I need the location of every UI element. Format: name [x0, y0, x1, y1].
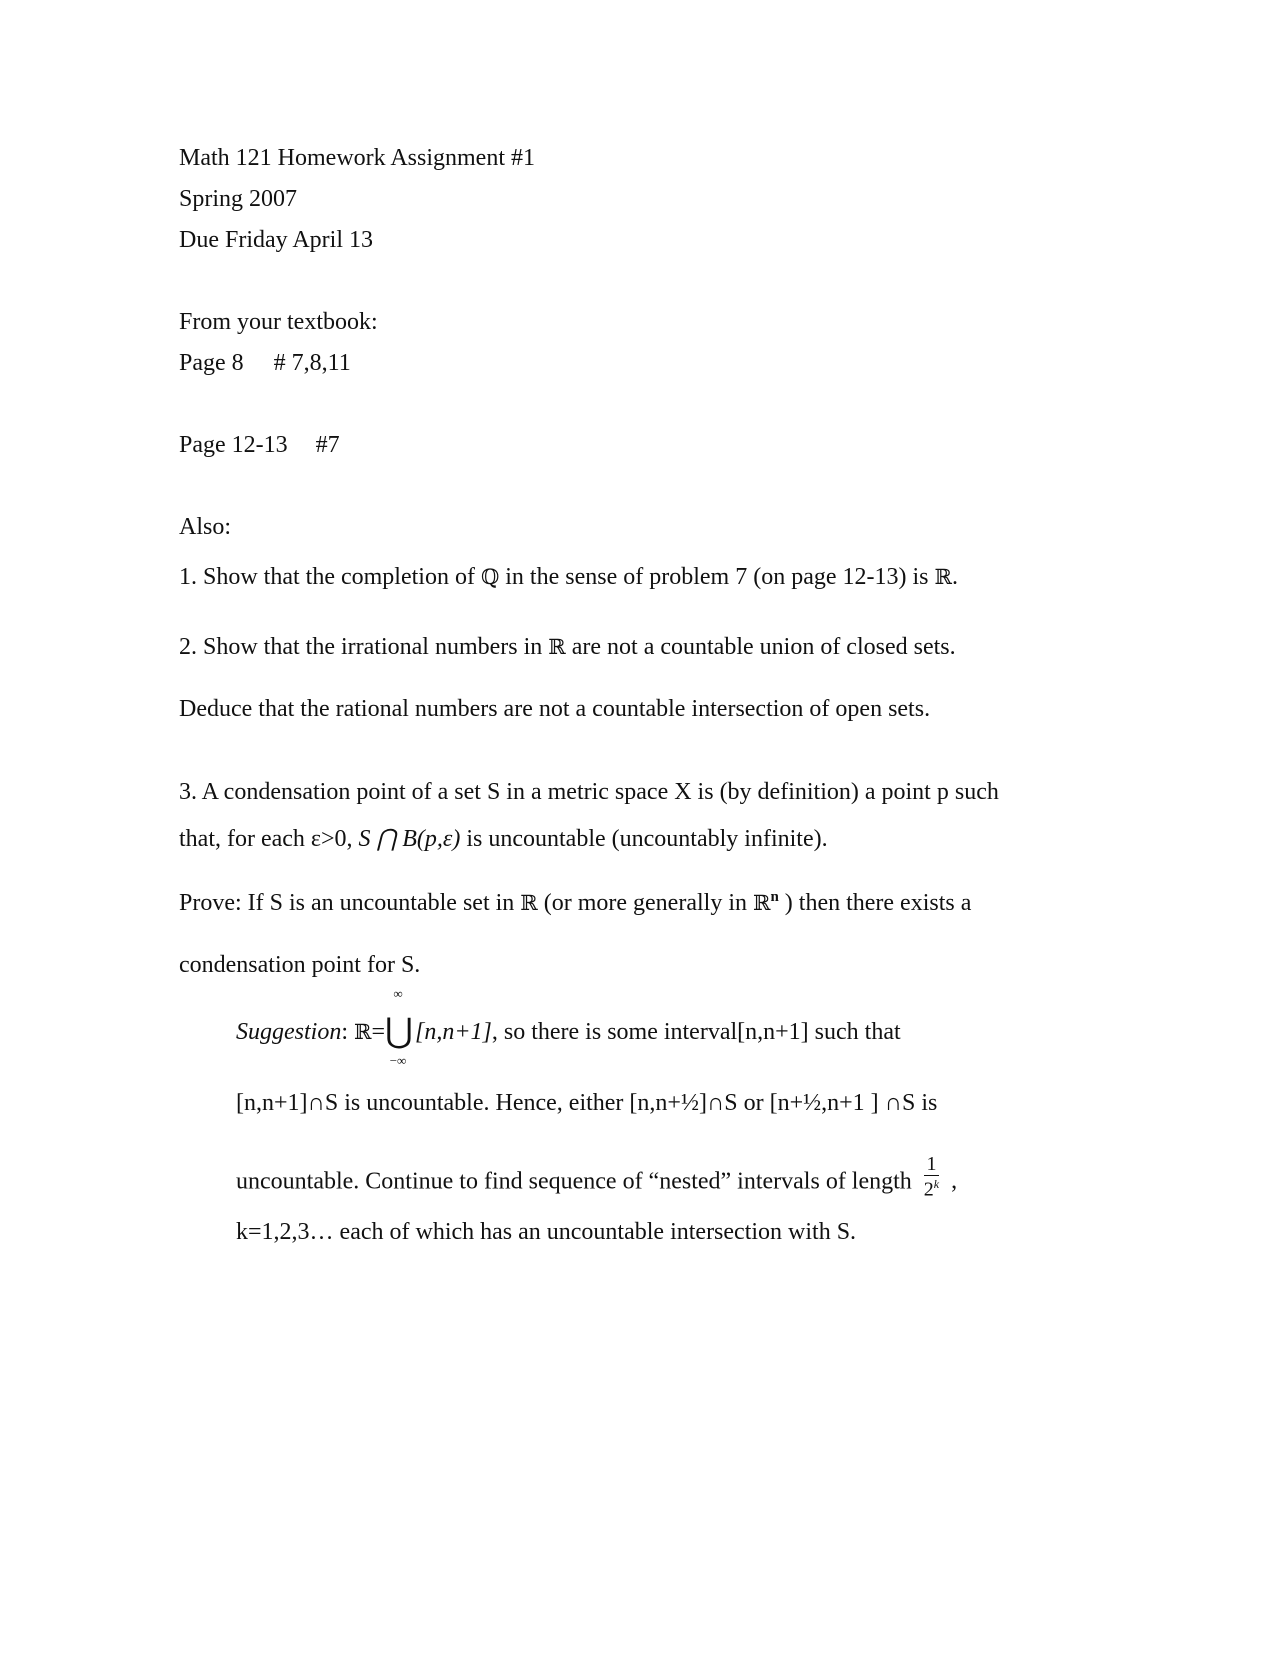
problem-1-text-b: in the sense of problem 7 (on page 12-13) is — [499, 564, 935, 590]
problem-numbers: #7 — [315, 432, 340, 458]
intersection-expression: S ⋂ B(p,ε) — [358, 826, 461, 852]
union-operator — [385, 986, 413, 1068]
problem-numbers: # 7,8,11 — [273, 350, 351, 376]
suggestion-colon: : — [341, 1019, 354, 1045]
problem-3-line-1: 3. A condensation point of a set S in a metric space X is (by definition) a point p such — [179, 779, 999, 805]
assignment-title: Math 121 Homework Assignment #1 — [179, 145, 535, 171]
dimension-superscript: n — [770, 889, 779, 905]
prove-text-b: (or more generally in — [537, 890, 753, 916]
reals-symbol: ℝ — [520, 891, 538, 915]
suggestion-line-2: [n,n+1]∩S is uncountable. Hence, either [n,n+½]∩S or [n+½,n+1 ] ∩S is — [236, 1090, 938, 1116]
fraction-numerator: 1 — [924, 1154, 939, 1176]
page-number: Page 12-13 — [179, 432, 288, 458]
problem-2-text-a: 2. Show that the irrational numbers in — [179, 634, 549, 660]
problem-2-text-b: are not a countable union of closed sets. — [565, 634, 956, 660]
textbook-intro: From your textbook: — [179, 309, 378, 335]
problem-3-line-2-a: that, for each ε>0, — [179, 826, 359, 852]
prove-statement-end: condensation point for S. — [179, 952, 421, 978]
problem-1 — [179, 565, 958, 589]
suggestion-line-1-rest: , so there is some interval[n,n+1] such that — [491, 1019, 901, 1045]
rationals-symbol: ℚ — [480, 565, 500, 589]
problem-1-text-a: 1. Show that the completion of — [179, 564, 481, 590]
equals-sign: = — [371, 1019, 385, 1045]
textbook-page-12-13 — [179, 433, 340, 457]
prove-text-a: Prove: If S is an uncountable set in — [179, 890, 521, 916]
reals-symbol: ℝ — [354, 1020, 372, 1044]
term-label: Spring 2007 — [179, 186, 298, 212]
fraction-exponent: k — [933, 1177, 940, 1191]
union-upper-limit: ∞ — [393, 986, 403, 1001]
union-lower-limit: −∞ — [389, 1053, 407, 1068]
problem-2-deduce: Deduce that the rational numbers are not a countable intersection of open sets. — [179, 696, 931, 722]
reals-symbol: ℝ — [752, 891, 771, 915]
prove-text-c: ) then there exists a — [778, 890, 972, 916]
due-date: Due Friday April 13 — [179, 227, 373, 253]
reals-symbol: ℝ — [934, 565, 952, 589]
prove-statement — [179, 890, 971, 915]
length-fraction — [924, 1154, 939, 1200]
suggestion-line-3 — [236, 1153, 958, 1206]
suggestion-line-4: k=1,2,3… each of which has an uncountable intersection with S. — [236, 1219, 857, 1245]
suggestion-label: Suggestion — [236, 1019, 342, 1045]
problem-3-line-2 — [179, 827, 828, 851]
problem-1-text-c: . — [951, 564, 958, 590]
suggestion-line-1 — [236, 986, 901, 1068]
fraction-denominator — [924, 1176, 939, 1200]
problem-3-line-2-b: is uncountable (uncountably infinite). — [460, 826, 828, 852]
also-label: Also: — [179, 514, 232, 540]
page-number: Page 8 — [179, 350, 244, 376]
suggestion-line-3-end: , — [951, 1168, 958, 1195]
suggestion-line-3-text: uncountable. Continue to find sequence of “nested” intervals of length — [236, 1168, 912, 1195]
problem-2 — [179, 635, 956, 659]
reals-symbol: ℝ — [548, 635, 566, 659]
union-symbol: ⋃ — [385, 1011, 413, 1051]
interval-expression: [n,n+1] — [415, 1019, 492, 1045]
textbook-page-8 — [179, 351, 351, 375]
fraction-base: 2 — [923, 1178, 934, 1201]
